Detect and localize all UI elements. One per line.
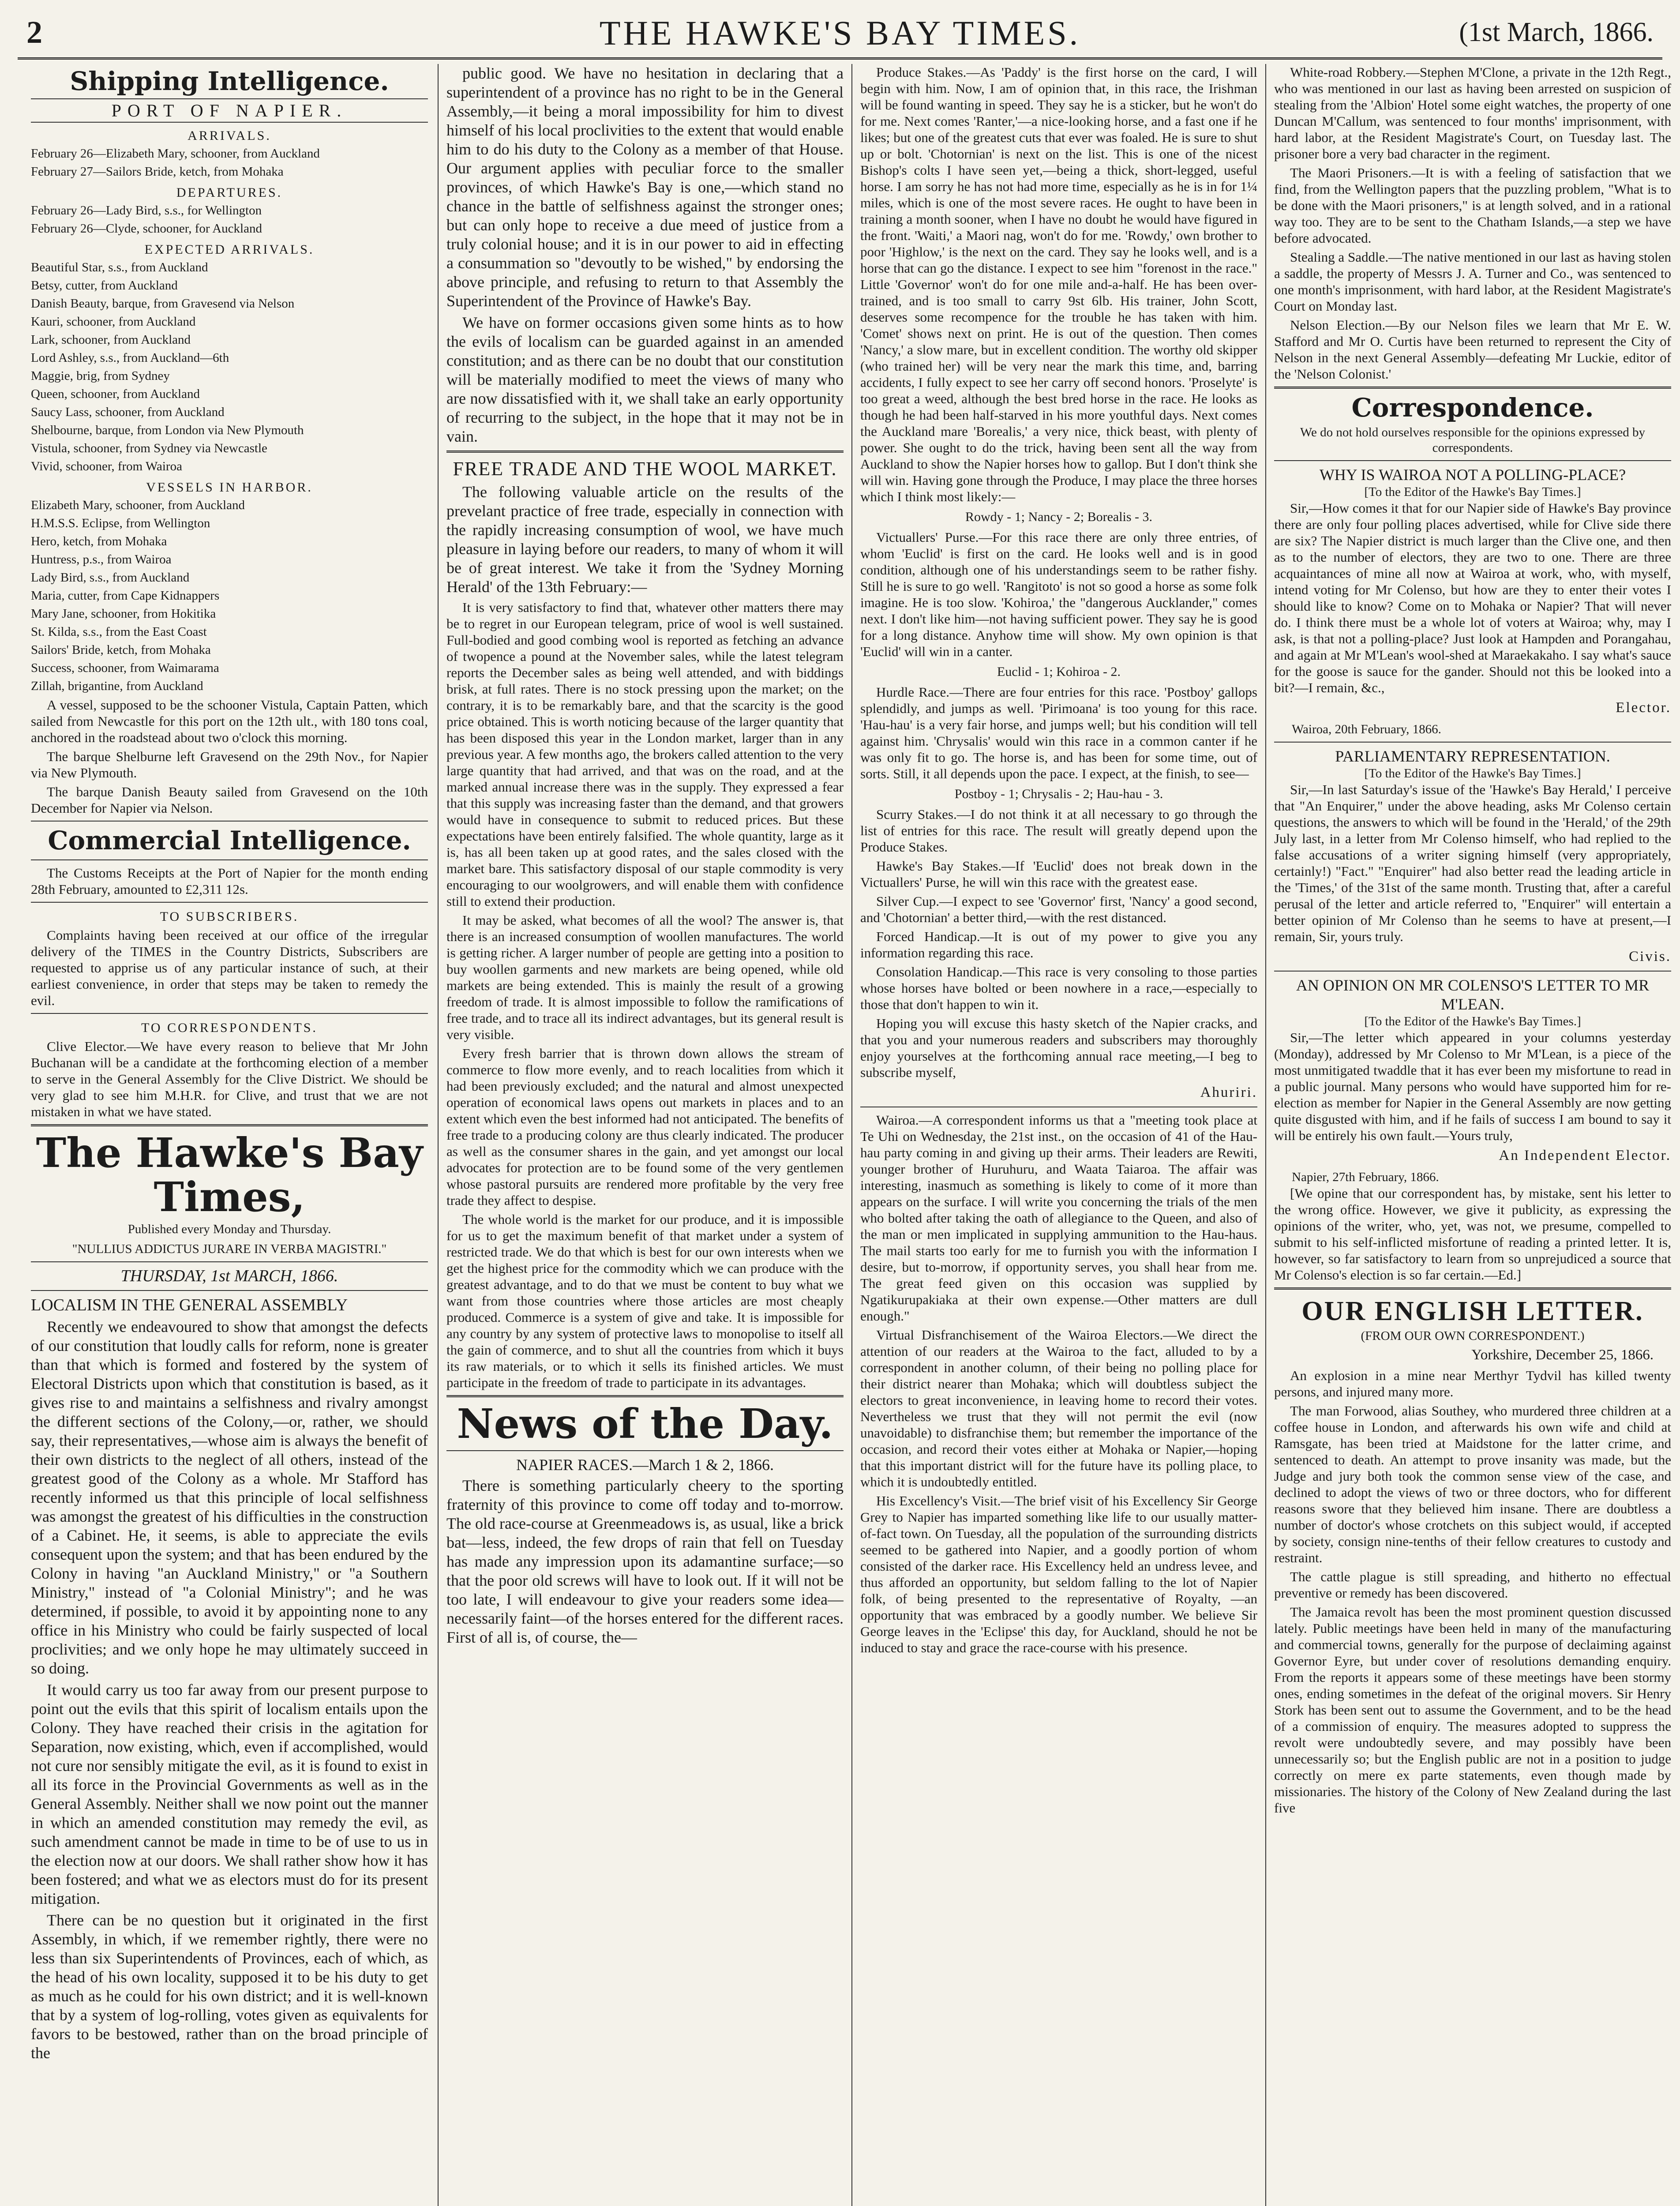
- saddle-news: Stealing a Saddle.—The native mentioned in our last as having stolen a saddle, the property of Messrs J. A. Turner and Co., was sentenced to one month's imprisonment, with hard labor, at the Resident Magistrate's Court on Monday last.: [1274, 249, 1671, 314]
- races-paragraph: There is something particularly cheery to the sporting fraternity of this province to come off today and to-morrow. The old race-course at Greenmeadows is, as usual, like a brick bat—less, indeed, the few drops of rain that fell on Tuesday has made any impression upon its adamantine surface;—so that the poor old screws will have to look out. If it will not be too late, I will endeavour to give your readers some idea—necessarily faint—of the horses entered for the different races. First of all is, of course, the—: [446, 1477, 844, 1646]
- english-letter-paragraph: The Jamaica revolt has been the most prominent question discussed lately. Public meetings have been held in many of the manufacturing and commercial towns, generally for the purpose of declaiming against Governor Eyre, but under cover of resolutions demanding enquiry. From the reports it appears some of these meetings have been stormy ones, ending sometimes in the defeat of the original movers. Sir Henry Stork has been sent out to assume the Government, and to be the head of a commission of enquiry. The measures adopted to suppress the revolt were undoubtedly severe, and may possibly have been unnecessarily so; but the English public are not in a position to judge correctly on mere ex parte statements, even though made by missionaries. The history of the Colony of New Zealand during the last five: [1274, 1604, 1671, 1816]
- letter-date: Napier, 27th February, 1866.: [1292, 1170, 1439, 1184]
- race-prediction: Rowdy - 1; Nancy - 2; Borealis - 3.: [965, 510, 1153, 524]
- robbery-news: White-road Robbery.—Stephen M'Clone, a private in the 12th Regt., who was mentioned in our last as having been arrested on suspicion of stealing from the 'Albion' Hotel some eight watches, the property of one Duncan M'Callum, was sentenced to four months' imprisonment, with hard labor, at the Resident Magistrate's Court, on Tuesday last. The prisoner bore a very bad character in the regiment.: [1274, 64, 1671, 161]
- vessel-entry: Elizabeth Mary, schooner, from Auckland: [31, 498, 245, 512]
- vessel-entry: Huntress, p.s., from Wairoa: [31, 552, 172, 567]
- expected-entry: Maggie, brig, from Sydney: [31, 369, 170, 383]
- column-3: [860, 64, 1257, 1658]
- produce-stakes: Produce Stakes.—As 'Paddy' is the first horse on the card, I will begin with him. Now, I am of opinion that, in this race, the Irishman will be found wanting in speed. They say he is a sticker, but he won't do for me. Next comes 'Ranter,'—a nice-looking horse, and a fast one if he likes; but one of the greatest cuts that ever was foaled. He is sure to shut up or bolt. 'Chotornian' is next on the list. This is one of the nicest Bishop's colts I have seen yet,—being a thick, short-legged, useful horse. I am sorry he has not had more time, especially as he is in for 1¼ miles, which is one of the most severe races. He ought to have been in training a month sooner, when I have no doubt he would have figured in the front. 'Waiti,' a Maori nag, won't do for me. 'Rowdy,' own brother to poor 'Highlow,' is the next on the card. They say he looks well, and is a horse that can go the distance. I expect to see him "forenost in the race." Little 'Governor' won't do for one mile and-a-half. He has been over-trained, and is too small to carry 9st 6lb. His trainer, John Scott, deserves some recompence for the trouble he has taken with him. 'Comet' shows next on print. He is out of the question. Then comes 'Nancy,' a slow mare, but in excellent condition. The worthy old skipper (who trained her) will be very near the mark this time, and, barring accidents, I fully expect to see her carry off second honors. 'Proselyte' is too great a weed, although the best bred horse in the race. He looks as though he had been half-starved in his more youthful days. Next comes the Auckland mare 'Borealis,' a very nice, thick beast, with plenty of power. She ought to do the trick, having been sent all the way from Auckland to show the Napier horses how to gallop. But I don't think she will win. Having gone through the Produce, I may place the three horses which I think most likely:—: [860, 64, 1257, 504]
- divider: [31, 859, 428, 860]
- wairoa-disfranchisement: Virtual Disfranchisement of the Wairoa Electors.—We direct the attention of our readers at the Wairoa to the fact, alluded to by a correspondent in another column, of their being no polling place for their district nearer than Mohaka; which will doubtless subject the electors to great inconvenience, in leaving home to record their votes. Nevertheless we trust that they will not permit the evil (now unavoidable) to disfranchise them; but remember the importance of the occasion, and record their votes either at Mohaka or Napier,—hoping that this important district will for the future have its polling place, to which it is undoubtedly entitled.: [860, 1327, 1257, 1489]
- subscribers-heading: TO SUBSCRIBERS.: [160, 909, 299, 924]
- divider: [1274, 971, 1671, 972]
- correspondents-heading: TO CORRESPONDENTS.: [141, 1020, 318, 1035]
- vessels-heading: VESSELS IN HARBOR.: [146, 480, 313, 495]
- subscribers-notice: Complaints having been received at our office of the irregular delivery of the TIMES in the Country Districts, Subscribers are requested to apprise us of any particular instance of such, at their earliest convenience, in order that steps may be taken to remedy the evil.: [31, 927, 428, 1008]
- wool-paragraph: It may be asked, what becomes of all the wool? The answer is, that there is an increased consumption of woollen manufactures. The world is getting richer. A larger number of people are getting into a position to buy woollen garments and new markets are being opened, while old markets are being extended. This is mainly the result of a growing freedom of trade. It is almost impossible to follow the ramifications of free trade, and to trace all its indirect advantages, but its general result is very visible.: [446, 912, 844, 1042]
- vessel-note: A vessel, supposed to be the schooner Vistula, Captain Patten, which sailed from Newcastle for this port on the 12th ult., with 180 tons coal, anchored in the roadstead about two o'clock this morning.: [31, 697, 428, 745]
- column-1: [31, 64, 428, 2065]
- signature: An Independent Elector.: [1499, 1148, 1671, 1163]
- column-2: [446, 64, 844, 1650]
- departure-entry: February 26—Clyde, schooner, for Auckland: [31, 221, 262, 236]
- expected-heading: EXPECTED ARRIVALS.: [144, 242, 315, 257]
- victuallers-purse: Victuallers' Purse.—For this race there are only three entries, of whom 'Euclid' is first on the card. He looks well and is in good condition, although one of his understandings seem to be rather fishy. Still he is sure to go well. 'Rangitoto' is not so good a horse as some folk imagine. He is too slow. 'Kohiroa,' the "dangerous Aucklander," comes next. I don't like him—not having sufficient power. They say he is good for a long distance. Anyhow time will show. My own opinion is that 'Euclid' will win in a canter.: [860, 529, 1257, 659]
- editorial-paragraph: public good. We have no hesitation in declaring that a superintendent of a province has no right to be in the General Assembly,—it being a moral impossibility for him to divest himself of his local proclivities to the extent that would enable him to do his duty to the Colony as a member of that House. Our argument applies with peculiar force to the smaller provinces, of which Hawke's Bay is one,—which stand no chance in the battle of selfishness against the stronger ones; but can only hope to receive a due meed of justice from a truly colonial house; and it is in our power to aid in effecting a consummation so "devoutly to be wished," by endorsing the above principle, and refusing to return to that Assembly the Superintendent of the Province of Hawke's Bay.: [446, 64, 844, 310]
- expected-entry: Beautiful Star, s.s., from Auckland: [31, 260, 208, 274]
- race-prediction: Euclid - 1; Kohiroa - 2.: [997, 664, 1121, 679]
- vessel-entry: Mary Jane, schooner, from Hokitika: [31, 607, 216, 621]
- expected-entry: Saucy Lass, schooner, from Auckland: [31, 405, 225, 419]
- divider: [31, 1013, 428, 1014]
- vessel-note: The barque Danish Beauty sailed from Gravesend on the 10th December for Napier via Nelson.: [31, 784, 428, 816]
- hurdle-race: Hurdle Race.—There are four entries for this race. 'Postboy' gallops splendidly, and jumps as well. 'Pirimoana' is too young for this race. 'Hau-hau' is a very fair horse, and jumps well; but his condition will tell against him. 'Chrysalis' would win this race in a common canter if he was only fit to go. The horse is, and has been for some time, out of sorts. Still, it all depends upon the pace. I expect, at the finish, to see—: [860, 684, 1257, 781]
- divider: [446, 1450, 844, 1451]
- column-4: [1274, 64, 1671, 1819]
- opinion-letter-body: Sir,—The letter which appeared in your columns yesterday (Monday), addressed by Mr Colenso to Mr M'Lean, is a piece of the most unmitigated twaddle that it has ever been my misfortune to read in a public journal. Many persons who would have supported him for re-election as member for Napier in the General Assembly are now getting quite disgusted with him, and if he fails of success I am bound to say it will be entirely his own fault.—Yours truly,: [1274, 1030, 1671, 1143]
- editorial-paragraph: Recently we endeavoured to show that amongst the defects of our constitution that loudly calls for reform, none is greater than that which is formed and fostered by the system of Electoral Districts upon which that constitution is based, as it gives rise to and maintains a selfishness and rivalry amongst the different sections of the Colony,—or, rather, we should say, their representatives,—whose aim is always the benefit of their own districts to the neglect of all others, instead of the greatest good of the Colony as a whole. Mr Stafford has recently informed us that this principle of local selfishness was amongst the greatest of his difficulties in the construction of a Cabinet. He, it seems, is able to appreciate the evils consequent upon the system; and that has been endured by the Colony in having "an Auckland Ministry," or "a Southern Ministry," instead of "a Colonial Ministry"; and he was determined, if possible, to avoid it by appointing none to any office in his Ministry who could be fairly suspected of local proclivities; and we only hope he may ultimately succeed in so doing.: [31, 1318, 428, 1677]
- publication-schedule: Published every Monday and Thursday.: [128, 1222, 331, 1236]
- motto: "NULLIUS ADDICTUS JURARE IN VERBA MAGISTRI.": [72, 1242, 387, 1256]
- letter-address: [To the Editor of the Hawke's Bay Times.]: [1364, 766, 1581, 780]
- english-letter-paragraph: The man Forwood, alias Southey, who murdered three children at a coffee house in London, and afterwards his own wife and child at Ramsgate, has been tried at Maidstone for the latter crime, and sentenced to death. An attempt to prove insanity was made, but the Judge and jury both took the common sense view of the case, and declined to adopt the views of two or three doctors, who for different reasons swore that they believed him insane. There are doubtless a number of doctor's whose crotchets on this subject would, if accepted by society, consign nine-tenths of their fellow creatures to custody and restraint.: [1274, 1403, 1671, 1565]
- english-letter-heading: OUR ENGLISH LETTER.: [1301, 1296, 1644, 1326]
- arrivals-heading: ARRIVALS.: [188, 128, 271, 143]
- wairoa-news: Wairoa.—A correspondent informs us that a "meeting took place at Te Uhi on Wednesday, the 21st inst., on the occasion of 41 of the Hau-hau party coming in and giving up their arms. Their leaders are Rewiti, younger brother of Huruhuru, and Waata Taiaroa. The affair was interesting, inasmuch as something is likely to come of it more than appears on the surface. I will write you concerning the trials of the men who bolted after taking the oath of allegiance to the Queen, and also of the man or men implicated in supplying ammunition to the Hau-haus. The mail starts too early for me to furnish you with the information I desire, but to-morrow, if opportunity serves, you shall hear from me. The great feed given on this occasion was supplied by Ngatikurupakiaka at their own expense.—Other matters are dull enough.": [860, 1112, 1257, 1324]
- letter-address: [To the Editor of the Hawke's Bay Times.]: [1364, 485, 1581, 499]
- news-of-the-day-title: News of the Day.: [457, 1400, 833, 1448]
- issue-date: (1st March, 1866.: [1459, 17, 1654, 47]
- parliamentary-heading: PARLIAMENTARY REPRESENTATION.: [1335, 747, 1610, 765]
- column-rule: [851, 64, 852, 2206]
- editorial-paragraph: We have on former occasions given some hints as to how the evils of localism can be guarded against in an amended constitution; and as there can be no doubt that our constitution will be materially modified to meet the views of many who are now dissatisfied with it, we shall take an early opportunity of recurring to the subject, in the hope that it may not be in vain.: [446, 314, 844, 445]
- wool-intro: The following valuable article on the results of the prevelant practice of free trade, especially in connection with the rapidly increasing consumption of wool, we have much pleasure in laying before our readers, to many of whom it will be of great interest. We take it from the 'Sydney Morning Herald' of the 13th February:—: [446, 483, 844, 596]
- divider: [1274, 742, 1671, 743]
- expected-entry: Danish Beauty, barque, from Gravesend via Nelson: [31, 296, 295, 311]
- vessel-entry: H.M.S.S. Eclipse, from Wellington: [31, 516, 210, 530]
- race-prediction: Postboy - 1; Chrysalis - 2; Hau-hau - 3.: [954, 787, 1163, 801]
- correspondence-title: Correspondence.: [1351, 393, 1594, 423]
- vessel-entry: Success, schooner, from Waimarama: [31, 661, 219, 675]
- expected-entry: Lord Ashley, s.s., from Auckland—6th: [31, 351, 229, 365]
- vessel-entry: Sailors' Bride, ketch, from Mohaka: [31, 643, 211, 657]
- excellency-visit: His Excellency's Visit.—The brief visit of his Excellency Sir George Grey to Napier has imparted something like life to our usually matter-of-fact town. On Tuesday, all the population of the surrounding districts seemed to be gathered into Napier, and a goodly portion of whom consisted of the darker race. His Excellency held an undress levee, and thus afforded an opportunity, but seldom falling to the lot of Napier folk, of being presented to the representative of Royalty, —an opportunity that was embraced by a goodly number. We believe Sir George leaves in the 'Eclipse' this day, for Auckland, should he not be induced to stay and grace the race-course with his presence.: [860, 1493, 1257, 1655]
- arrival-entry: February 27—Sailors Bride, ketch, from Mohaka: [31, 165, 284, 179]
- paper-name: The Hawke's Bay Times,: [36, 1129, 423, 1221]
- english-letter-date: Yorkshire, December 25, 1866.: [1471, 1347, 1654, 1363]
- wool-paragraph: It is very satisfactory to find that, whatever other matters there may be to regret in our European telegram, price of wool is well sustained. Full-bodied and good combing wool is reported as fetching an advance of twopence a pound at the November sales, while the latest telegram reports the December sales as being well attended, and with biddings brisk, at full rates. There is no stock pressing upon the market; on the contrary, it is to be remarkably bare, and that the scarcity is the good price obtained. This is worth noticing because of the larger quantity that has been disposed this year in the London market, larger than in any previous year. A few months ago, the brokers called attention to the very large quantity that had arrived, and that was on the road, and at the marked annual increase there was in the supply. They expressed a fear that this supply was increasing faster than the demand, and that growers would have in consequence to submit to reduced prices. But these expectations have been entirely falsified. The whole quantity, large as it is, has all been taken up at good rates, and the sales closed with the market bare. This satisfactory disposal of our staple commodity is very encouraging to our woolgrowers, and will enable them with confidence still to extend their production.: [446, 600, 844, 909]
- editor-note: [We opine that our correspondent has, by mistake, sent his letter to the wrong office. However, we give it publicity, as expressing the opinions of the writer, who, yet, was not, we presume, compelled to submit to his self-inflicted misfortune of reading a printed letter. It is, however, so far satisfactory to learn from so unprejudiced a source that Mr Colenso's election is so far certain.—Ed.]: [1274, 1186, 1671, 1283]
- expected-entry: Shelbourne, barque, from London via New Plymouth: [31, 423, 304, 437]
- masthead: [18, 9, 1662, 60]
- hawkes-bay-stakes: Hawke's Bay Stakes.—If 'Euclid' does not break down in the Victuallers' Purse, he will win this race with the greatest ease.: [860, 858, 1257, 890]
- english-letter-paragraph: The cattle plague is still spreading, and hitherto no effectual preventive or remedy has been discovered.: [1274, 1569, 1671, 1601]
- vessel-entry: Maria, cutter, from Cape Kidnappers: [31, 589, 220, 603]
- divider: [31, 1290, 428, 1291]
- letter-date: Wairoa, 20th February, 1866.: [1292, 722, 1441, 736]
- dateline: THURSDAY, 1st MARCH, 1866.: [120, 1267, 338, 1285]
- wool-paragraph: The whole world is the market for our produce, and it is impossible for us to get the maximum benefit of that market under a system of restricted trade. We do that which is best for our own interests when we get the highest price for the commodity which we can produce with the greatest advantage, and to do that we must be content to buy what we want from those countries where those articles are most cheaply produced. Commerce is a system of give and take. It is impossible for any country by any system of protective laws to monopolise to itself all the gain of commerce, and to shut all the countries from which it buys its raw materials, or to which it sells its finished articles. We must participate in the freedom of trade to participate in its advantages.: [446, 1212, 844, 1390]
- english-letter-subheading: (FROM OUR OWN CORRESPONDENT.): [1361, 1329, 1585, 1343]
- divider: [1274, 460, 1671, 461]
- wool-market-heading: FREE TRADE AND THE WOOL MARKET.: [453, 458, 837, 480]
- column-rule: [1265, 64, 1266, 2206]
- commercial-title: Commercial Intelligence.: [48, 825, 411, 855]
- vessel-entry: St. Kilda, s.s., from the East Coast: [31, 625, 207, 639]
- correspondents-notice: Clive Elector.—We have every reason to believe that Mr John Buchanan will be a candidate at the forthcoming election of a member to serve in the General Assembly for the Clive District. We should be very glad to see him M.H.R. for Clive, and trust that we are not mistaken in what we have stated.: [31, 1039, 428, 1119]
- letter-address: [To the Editor of the Hawke's Bay Times.]: [1364, 1014, 1581, 1028]
- expected-entry: Vistula, schooner, from Sydney via Newcastle: [31, 441, 267, 455]
- divider: [446, 450, 844, 453]
- newspaper-title: THE HAWKE'S BAY TIMES.: [599, 14, 1081, 52]
- correspondence-disclaimer: We do not hold ourselves responsible for the opinions expressed by correspondents.: [1300, 425, 1646, 455]
- forced-handicap: Forced Handicap.—It is out of my power to give you any information regarding this race.: [860, 929, 1257, 960]
- shipping-title: Shipping Intelligence.: [70, 66, 389, 96]
- opinion-heading: AN OPINION ON MR COLENSO'S LETTER TO MR M'LEAN.: [1296, 976, 1650, 1013]
- divider: [446, 1395, 844, 1397]
- wairoa-letter-body: Sir,—How comes it that for our Napier side of Hawke's Bay province there are only four polling places advertised, while for Clive side there are six? The Napier district is much larger than the Clive one, and then as to the number of electors, they are two to one. There are three acquaintances of mine all now at Wairoa at work, who, with myself, intend voting for Mr Colenso, but how are they to enter their votes I should like to know? Come on to Mohaka or Napier? That will never do. I think there must be a whole lot of voters at Wairoa; why, may I ask, is that not a polling-place? Just look at Hampden and Porangahau, and again at Mr M'Lean's wool-shed at Maraekakaho. I say what's sauce for the goose is sauce for the gander. Should not this be looked into a bit?—I remain, &c.,: [1274, 500, 1671, 695]
- english-letter-paragraph: An explosion in a mine near Merthyr Tydvil has killed twenty persons, and injured many more.: [1274, 1368, 1671, 1399]
- port-heading: PORT OF NAPIER.: [31, 98, 428, 123]
- silver-cup: Silver Cup.—I expect to see 'Governor' first, 'Nancy' a good second, and 'Chotornian' a better third,—with the rest distanced.: [860, 893, 1257, 925]
- divider: [31, 902, 428, 903]
- divider: [1274, 1287, 1671, 1290]
- vessel-note: The barque Shelburne left Gravesend on the 29th Nov., for Napier via New Plymouth.: [31, 749, 428, 780]
- divider: [31, 821, 428, 822]
- closing-paragraph: Hoping you will excuse this hasty sketch of the Napier cracks, and that you and your numerous readers and subscribers may thoroughly enjoy yourselves at the forthcoming annual race meeting,—I beg to subscribe myself,: [860, 1016, 1257, 1080]
- signature: Civis.: [1629, 949, 1671, 964]
- divider: [31, 1124, 428, 1126]
- vessel-entry: Zillah, brigantine, from Auckland: [31, 679, 203, 693]
- consolation-handicap: Consolation Handicap.—This race is very consoling to those parties whose horses have bolted or been nowhere in a race,—especially to those that don't happen to win it.: [860, 964, 1257, 1012]
- page-number: 2: [26, 15, 42, 50]
- parliamentary-letter-body: Sir,—In last Saturday's issue of the 'Hawke's Bay Herald,' I perceive that "An Enquirer," under the above heading, asks Mr Colenso certain questions, the answers to which will be found in the 'Herald,' of the 29th July last, in a letter from Mr Colenso himself, who had replied to the false accusations of a writer signing himself (very appropriately, certainly!) "Fact." "Enquirer" had also better read the leading article in the 'Times,' of the 31st of the same month. Trusting that, after a careful perusal of the letter and article referred to, "Enquirer" will entertain a better opinion of Mr Colenso than he seems to have at present,—I remain, Sir, yours truly.: [1274, 782, 1671, 944]
- departures-heading: DEPARTURES.: [176, 185, 283, 200]
- expected-entry: Kauri, schooner, from Auckland: [31, 315, 196, 329]
- expected-entry: Queen, schooner, from Auckland: [31, 387, 200, 401]
- departure-entry: February 26—Lady Bird, s.s., for Wellington: [31, 203, 262, 218]
- signature: Elector.: [1616, 700, 1671, 716]
- maori-prisoners-news: The Maori Prisoners.—It is with a feeling of satisfaction that we find, from the Wellington papers that the puzzling problem, "What is to be done with the Maori prisoners," is at length solved, and in a rational way too. They are to be sent to the Chatham Islands,—a step we have before advocated.: [1274, 165, 1671, 246]
- arrival-entry: February 26—Elizabeth Mary, schooner, from Auckland: [31, 146, 320, 161]
- divider: [1274, 386, 1671, 389]
- customs-receipts: The Customs Receipts at the Port of Napier for the month ending 28th February, amounted to £2,311 12s.: [31, 865, 428, 897]
- column-rule: [438, 64, 439, 2206]
- vessel-entry: Lady Bird, s.s., from Auckland: [31, 570, 190, 585]
- divider: [31, 1261, 428, 1262]
- editorial-paragraph: There can be no question but it originated in the first Assembly, in which, if we remember rightly, there were no less than six Superintendents of Provinces, each of which, as the head of his own locality, supposed it to be his duty to get as much as he could for his own district; and it is well-known that by a system of log-rolling, votes given as equivalents for favors to be bestowed, rather than on the broad principle of the: [31, 1911, 428, 2062]
- wool-paragraph: Every fresh barrier that is thrown down allows the stream of commerce to flow more evenly, and to reach localities from which it had been previously excluded; and the natural and almost unexpected operation of economical laws opens out markets in places and to an extent which even the best informed had not anticipated. The benefits of free trade to a producing colony are thus clearly indicated. The producer as well as the consumer shares in the gain, and yet amongst our local advocates for protection are to be found some of the very gentlemen whose pastoral pursuits are rendered more profitable by the very free trade they affect to despise.: [446, 1046, 844, 1208]
- expected-entry: Vivid, schooner, from Wairoa: [31, 459, 182, 473]
- expected-entry: Lark, schooner, from Auckland: [31, 333, 191, 347]
- signature: Ahuriri.: [1200, 1084, 1257, 1100]
- nelson-election-news: Nelson Election.—By our Nelson files we learn that Mr E. W. Stafford and Mr O. Curtis have been returned to represent the City of Nelson in the next General Assembly—defeating Mr Luckie, editor of the 'Nelson Colonist.': [1274, 317, 1671, 382]
- editorial-heading: LOCALISM IN THE GENERAL ASSEMBLY: [31, 1296, 348, 1314]
- scurry-stakes: Scurry Stakes.—I do not think it at all necessary to go through the list of entries for this race. The result will greatly depend upon the Produce Stakes.: [860, 807, 1257, 855]
- races-heading: NAPIER RACES.—March 1 & 2, 1866.: [516, 1456, 774, 1474]
- editorial-paragraph: It would carry us too far away from our present purpose to point out the evils that this spirit of localism entails upon the Colony. They have reached their crisis in the agitation for Separation, now existing, which, even if accomplished, would not cure nor sensibly mitigate the evil, as it is found to exist in all its force in the Provincial Governments as well as in the General Assembly. Neither shall we now point out the manner in which an amended constitution may remedy the evil, as such amendment cannot be made in time to be of use to us in the election now at our doors. We shall rather show how it has been fostered; and what we as electors must do for its present mitigation.: [31, 1681, 428, 1907]
- wairoa-letter-heading: WHY IS WAIROA NOT A POLLING-PLACE?: [1319, 466, 1626, 484]
- expected-entry: Betsy, cutter, from Auckland: [31, 278, 178, 293]
- vessel-entry: Hero, ketch, from Mohaka: [31, 534, 167, 548]
